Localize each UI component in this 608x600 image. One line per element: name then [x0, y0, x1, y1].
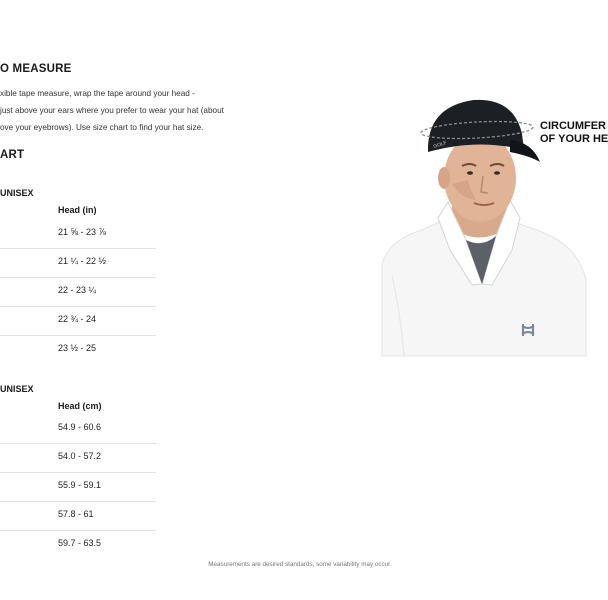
- table-row: [0, 531, 156, 560]
- head-size-cell: 21 ¼ - 22 ½: [58, 256, 107, 266]
- head-size-cell: 22 - 23 ¼: [58, 285, 97, 295]
- head-size-cell: 55.9 - 59.1: [58, 480, 102, 490]
- table-row: [0, 502, 156, 531]
- table-row: [0, 444, 156, 473]
- circumference-label-line: CIRCUMFER: [540, 120, 606, 132]
- head-size-cell: 54.9 - 60.6: [58, 422, 102, 432]
- cm-size-table: [0, 415, 156, 560]
- head-size-cell: 54.0 - 57.2: [58, 451, 102, 461]
- circumference-label-line: OF YOUR HE: [540, 133, 608, 145]
- inches-section-label: UNISEX: [0, 188, 34, 198]
- inches-size-table: [0, 220, 156, 365]
- how-to-measure-text: [0, 85, 245, 136]
- head-size-cell: 22 ¾ - 24: [58, 314, 97, 324]
- head-cm-column-header: Head (cm): [58, 401, 102, 411]
- head-size-cell: 57.8 - 61: [58, 509, 94, 519]
- head-size-cell: 23 ½ - 25: [58, 343, 97, 353]
- how-to-measure-heading: O MEASURE: [0, 63, 72, 75]
- table-row: [0, 415, 156, 444]
- cm-section-label: UNISEX: [0, 384, 34, 394]
- head-size-cell: 21 ⅝ - 23 ⅞: [58, 227, 107, 237]
- instruction-line: just above your ears where you prefer to wear your hat (about: [0, 106, 224, 115]
- table-row: [0, 278, 156, 307]
- table-row: [0, 336, 156, 365]
- table-row: [0, 249, 156, 278]
- cap-logo-text: GOLF: [432, 139, 448, 150]
- instruction-line: ove your eyebrows). Use size chart to find your hat size.: [0, 123, 204, 132]
- circumference-label: [540, 120, 608, 146]
- instruction-line: xible tape measure, wrap the tape around your head -: [0, 89, 195, 98]
- table-row: [0, 473, 156, 502]
- table-row: [0, 220, 156, 249]
- head-inches-column-header: Head (in): [58, 205, 97, 215]
- size-chart-heading: ART: [0, 149, 25, 161]
- head-size-cell: 59.7 - 63.5: [58, 538, 102, 548]
- measurements-footnote: Measurements are desired standards, some variability may occur.: [208, 561, 392, 568]
- table-row: [0, 307, 156, 336]
